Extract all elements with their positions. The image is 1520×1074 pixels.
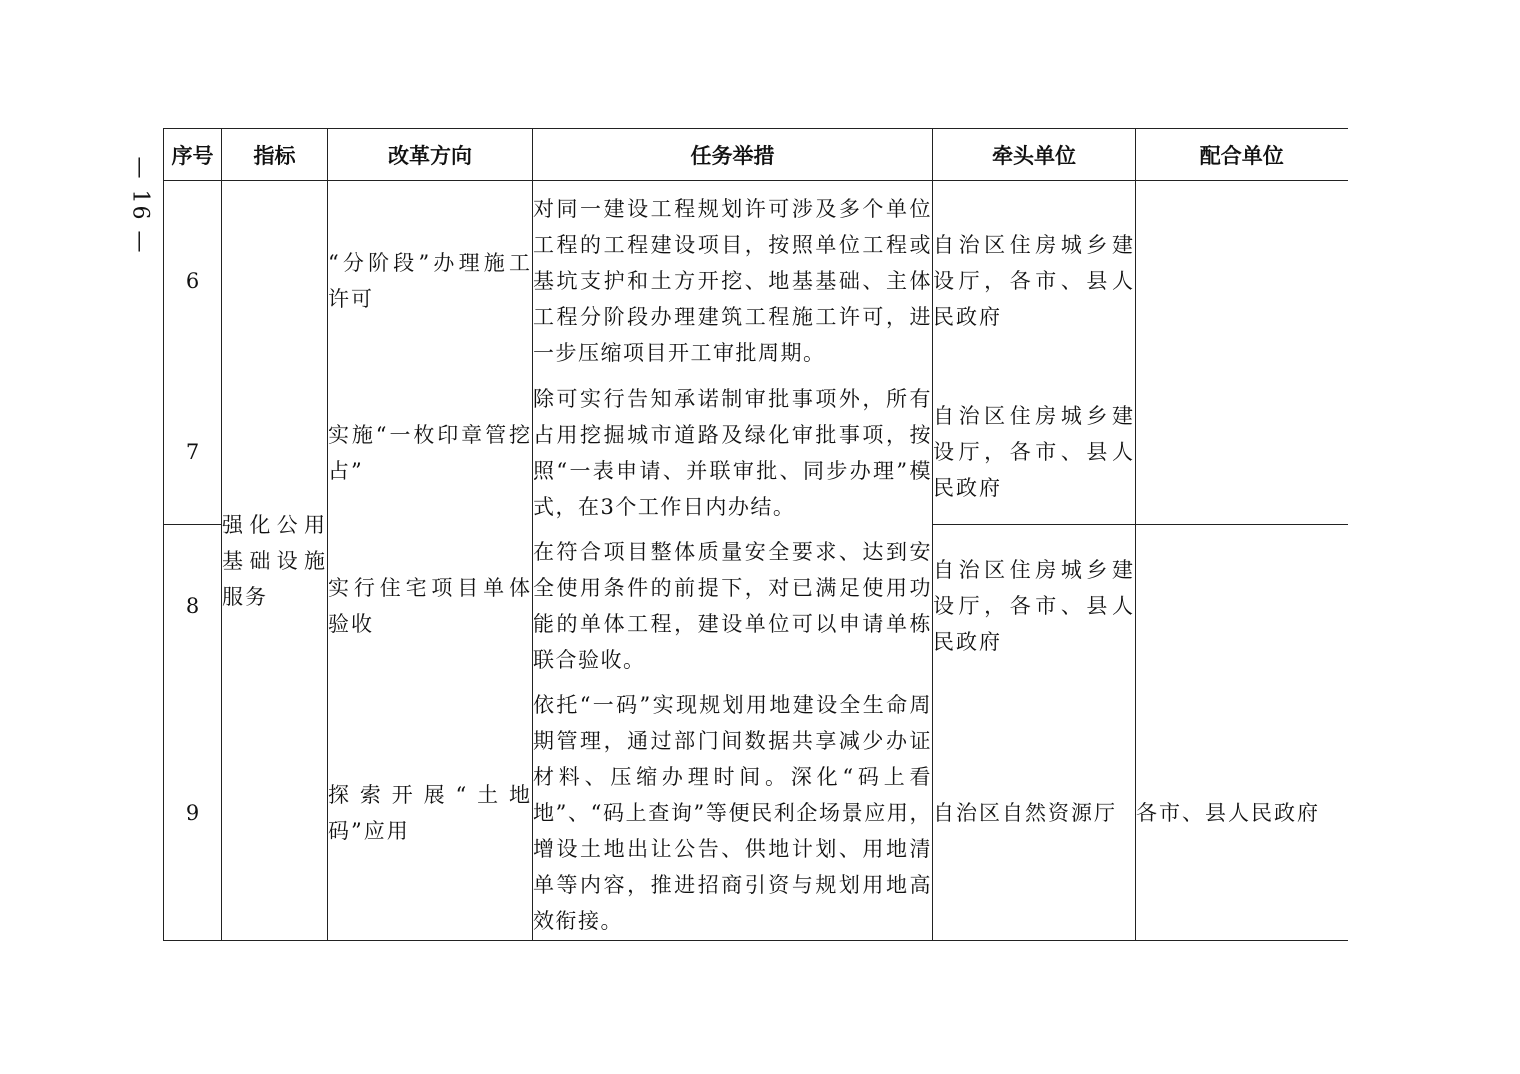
task-text: 除可实行告知承诺制审批事项外，所有占用挖掘城市道路及绿化审批事项，按照“一表申请、并联审批、同步办理”模式，在3个工作日内办结。 (533, 386, 932, 519)
row-direction (328, 687, 533, 941)
header-support: 配合单位 (1136, 129, 1348, 181)
row-support (1136, 181, 1348, 525)
task-text: 对同一建设工程规划许可涉及多个单位工程的工程建设项目，按照单位工程或基坑支护和土方开挖、地基基础、主体工程分阶段办理建筑工程施工许可，进一步压缩项目开工审批周期。 (533, 196, 932, 365)
indicator-text: 强化公用基础设施服务 (222, 512, 327, 609)
row-direction (328, 181, 533, 381)
row-lead (933, 687, 1136, 941)
indicator-cell (222, 181, 328, 941)
row-seq: 8 (164, 525, 222, 687)
header-lead: 牵头单位 (933, 129, 1136, 181)
row-task (533, 181, 933, 381)
lead-text: 自治区住房城乡建设厅，各市、县人民政府 (933, 232, 1135, 329)
table-header-row (164, 129, 1348, 181)
page-number-text: — 16 — (127, 156, 153, 254)
header-seq: 序号 (164, 129, 222, 181)
row-support (1136, 687, 1348, 941)
table-row (164, 525, 1348, 687)
row-direction (328, 525, 533, 687)
row-task (533, 687, 933, 941)
lead-text: 自治区自然资源厅 (933, 801, 1117, 826)
direction-text: “分阶段”办理施工许可 (328, 250, 532, 311)
task-text: 在符合项目整体质量安全要求、达到安全使用条件的前提下，对已满足使用功能的单体工程，建设单位可以申请单栋联合验收。 (533, 539, 932, 672)
task-text: 依托“一码”实现规划用地建设全生命周期管理，通过部门间数据共享减少办证材料、压缩办理时间。深化“码上看地”、“码上查询”等便民利企场景应用，增设土地出让公告、供地计划、用地清单等内容，推进招商引资与规划用地高效衔接。 (533, 693, 932, 934)
table-row (164, 687, 1348, 941)
direction-text: 实行住宅项目单体验收 (328, 575, 532, 636)
header-indicator: 指标 (222, 129, 328, 181)
row-seq: 6 (164, 181, 222, 381)
row-seq: 7 (164, 381, 222, 525)
row-lead (933, 525, 1136, 687)
row-lead (933, 381, 1136, 525)
table-row (164, 181, 1348, 381)
page-number (118, 150, 162, 260)
row-task (533, 381, 933, 525)
row-lead (933, 181, 1136, 381)
header-task: 任务举措 (533, 129, 933, 181)
task-table (163, 128, 1348, 941)
row-seq: 9 (164, 687, 222, 941)
direction-text: 探索开展“土地码”应用 (328, 783, 532, 844)
lead-text: 自治区住房城乡建设厅，各市、县人民政府 (933, 557, 1135, 654)
lead-text: 自治区住房城乡建设厅，各市、县人民政府 (933, 404, 1135, 501)
row-task (533, 525, 933, 687)
support-text: 各市、县人民政府 (1136, 801, 1320, 826)
direction-text: 实施“一枚印章管挖占” (328, 422, 532, 483)
row-support-empty (1136, 525, 1348, 687)
header-direction: 改革方向 (328, 129, 533, 181)
row-direction (328, 381, 533, 525)
